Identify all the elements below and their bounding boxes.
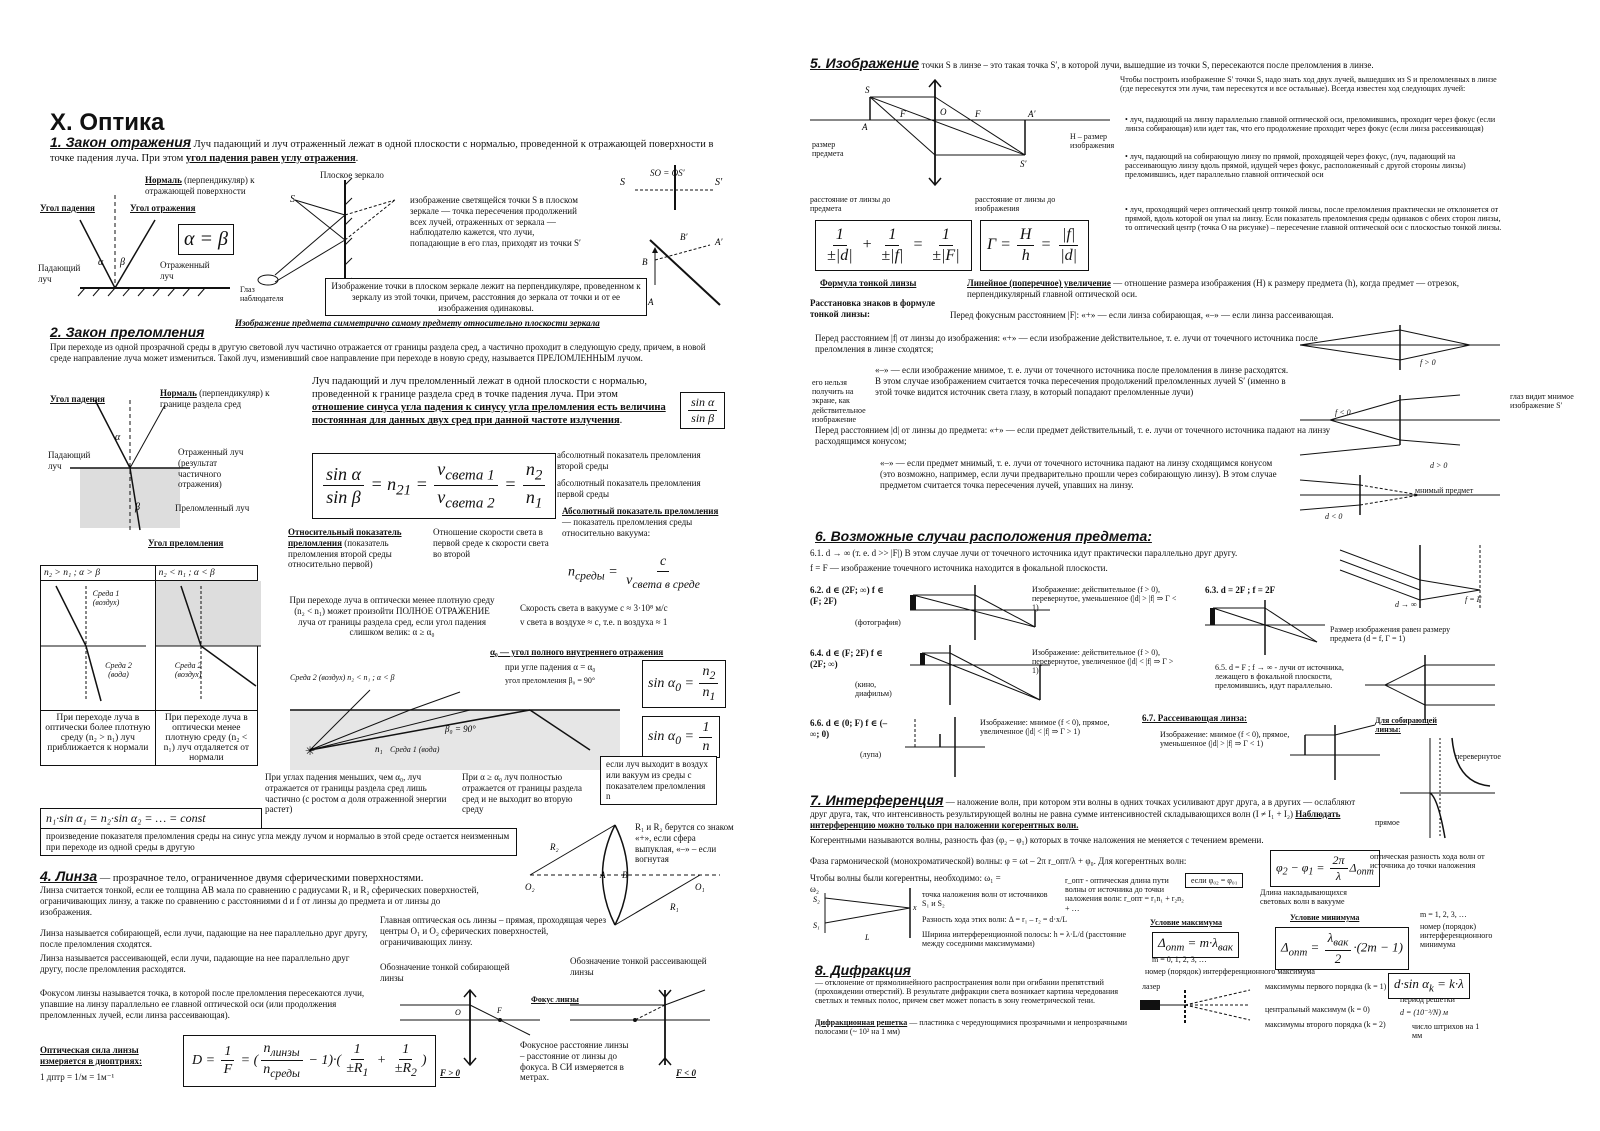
so-equality: SO = OS′ xyxy=(650,168,685,178)
sign-rule-f2: «–» — если изображение мнимое, т. е. лучи от точечного источника после преломления в линзе расходятся. В этом случае изображением считается точка пересечения продолжений преломленных лучей S′ (именно в этой точке видится источник света глазу, в который попадают преломленные лучи) xyxy=(875,365,1289,397)
case-1-medium-2: Среда 2 (вода) xyxy=(105,661,132,680)
lens-conv: Линза называется собирающей, если лучи, падающие на нее параллельно друг другу, после преломления сходятся. xyxy=(40,928,368,949)
coherent-def: Когерентными называются волны, разность фаз (φ₂ – φ₁) которых в точке наложения не меняется с течением времени. xyxy=(810,835,1264,845)
grating-def xyxy=(815,1018,1135,1036)
case-6-7: 6.7. Рассеивающая линза: xyxy=(1142,713,1248,723)
case-6-2-diagram xyxy=(910,585,1050,640)
relative-index xyxy=(288,527,418,570)
abs-index-1: абсолютный показатель преломления первой среды xyxy=(557,478,701,499)
case-6-3-diagram xyxy=(1205,600,1325,655)
sign-rule-d2: «–» — если предмет мнимый, т. е. лучи от точечного источника падают на линзу сходящимся конусом (это возможно, например, если лучи предварительно прошли через собирающую линзу). В этом случае предметом считается точка пересечения лучей, упавших на линзу. xyxy=(880,458,1277,490)
optical-length: r_опт - оптическая длина пути волны от источника до точки наложения волн: r_опт = r₁n₁ + r₂n₂ + … xyxy=(1065,876,1184,913)
svg-text:S₂: S₂ xyxy=(813,895,820,904)
overlap-point: точка наложения волн от источников S₁ и S₂ xyxy=(922,890,1048,909)
case-6-6-image: Изображение: мнимое (f < 0), прямое, увеличенное (|d| < |f| ⇒ Γ > 1) xyxy=(980,718,1110,737)
f-positive: F > 0 xyxy=(440,1068,460,1078)
max-first-order: максимумы первого порядка (k = 1) xyxy=(1265,982,1387,991)
vacuum-speed: Скорость света в вакууме c ≈ 3·10⁸ м/с xyxy=(520,603,668,613)
refraction-formula: $\frac{\text{sin α}}{\text{sin β}}$ = $n_{21}$ = $\frac{v_{света 1}}{v_{света 2}}$ = $\frac{n_2}{n_1}$ xyxy=(312,453,556,519)
tir-formula-2: $\sin \alpha_0$ = $\frac{1}{n}$ xyxy=(642,716,720,758)
const-formula: n₁·sin α₁ = n₂·sin α₂ = … = const xyxy=(40,808,262,829)
tir-n1-label: Среда 1 (вода) xyxy=(390,745,440,754)
tir-below: При углах падения меньших, чем α₀, луч отражается от границы раздела сред лишь частично (с ростом α доля отраженной энергии растет) xyxy=(265,772,447,815)
case-1-medium-1: Среда 1 (воздух) xyxy=(92,589,120,608)
sign-rule-F: Перед фокусным расстоянием |F|: «+» — если линза собирающая, «–» — если линза рассеивающая. xyxy=(950,310,1334,320)
case-diagram-2 xyxy=(155,581,257,711)
coherence-need: Чтобы волны были когерентны, необходимо: ω₁ = ω₂ xyxy=(810,873,1001,894)
magnification-def xyxy=(967,278,1487,300)
tir-text: При переходе луча в оптически менее плотную среду (n₂ < n₁) может произойти ПОЛНОЕ ОТРАЖЕНИЕ луча от границы раздела сред, если угол падения слишком велик: α ≥ α₀ xyxy=(289,595,495,638)
reflection-law-box: α = β xyxy=(178,224,234,255)
path-difference: Разность хода этих волн: Δ = r₁ – r₂ = d·x/L xyxy=(922,915,1068,924)
tir-alpha0-label: α₀ — угол полного внутреннего отражения xyxy=(490,647,664,657)
svg-text:R₂: R₂ xyxy=(550,842,559,852)
focus-line-label: Фокус линзы xyxy=(531,995,579,1004)
lens-div-sym: Обозначение тонкой рассеивающей линзы xyxy=(570,956,707,977)
symmetry-note: Изображение предмета симметрично самому предмету относительно плоскости зеркала xyxy=(235,318,600,328)
tir-full: При α ≥ α₀ луч полностью отражается от границы раздела сред и не выходит во вторую среду xyxy=(462,772,582,815)
d-neg-label: d < 0 xyxy=(1325,512,1343,521)
svg-text:S: S xyxy=(290,194,295,205)
case-diagram-1 xyxy=(41,581,156,711)
section-1-intro: Луч падающий и луч отраженный лежат в одной плоскости с нормалью, проведенной к отражающей поверхности в точке падения луча. При этом xyxy=(50,139,714,164)
grating-period: период решетки xyxy=(1400,995,1455,1004)
angle-out-label: Угол отражения xyxy=(130,203,196,213)
dist-img-label: расстояние от линзы до изображения xyxy=(975,195,1056,214)
case-6-2: 6.2. d ∈ (2F; ∞) f ∈ (F; 2F) xyxy=(810,585,884,606)
case-6-1: 6.1. d → ∞ (т. е. d >> |F|) В этом случае лучи от точечного источника идут практически параллельно друг другу. xyxy=(810,548,1238,558)
ray-rule-2: • луч, падающий на собирающую линзу по прямой, проходящей через фокус, (луч, падающий на рассеивающую линзу вдоль прямой, идущей через фокус, расположенный с другой стороны линзы) преломившись, идет параллельно главной оптической оси xyxy=(1125,152,1466,180)
relative-title: Относительный показатель преломления xyxy=(288,527,402,548)
angle-in-label: Угол падения xyxy=(40,203,95,213)
case-6-5-diagram xyxy=(1365,655,1495,720)
refraction-law: Луч падающий и луч преломленный лежат в одной плоскости с нормалью, проведенной к границе раздела сред в точке падения луча. При этом отношение синуса угла падения к синусу угла преломления есть величина постоянная для данных двух сред при данной частоте излучения. xyxy=(312,376,666,427)
laser-label: лазер xyxy=(1142,982,1161,991)
case-2-medium-2: Среда 2 (воздух) xyxy=(174,661,202,680)
speed-ratio: Отношение скорости света в первой среде к скорости света во второй xyxy=(433,527,549,559)
for-conv-lens: Для собирающей линзы: xyxy=(1375,716,1437,735)
section-1-heading: 1. Закон отражения xyxy=(50,134,192,150)
tir-refr-angle: угол преломления β₀ = 90° xyxy=(505,676,596,685)
f-pos-label: f > 0 xyxy=(1420,358,1436,367)
min-m-desc: номер (порядок) интерференционного минимума xyxy=(1420,922,1493,950)
max-condition-title: Условие максимума xyxy=(1150,918,1223,927)
section-8-heading: 8. Дифракция xyxy=(815,962,911,978)
svg-text:S₁: S₁ xyxy=(813,921,820,930)
normal-note-2 xyxy=(160,388,295,410)
svg-text:A′: A′ xyxy=(1028,109,1036,119)
svg-text:O₂: O₂ xyxy=(525,882,535,892)
svg-text:A′: A′ xyxy=(715,237,723,247)
eye-label: Глаз наблюдателя xyxy=(240,285,284,304)
svg-text:O₁: O₁ xyxy=(695,882,705,892)
case-6-3-image: Размер изображения равен размеру предмета (d = f, Γ = 1) xyxy=(1330,625,1451,644)
svg-text:β₀ = 90°: β₀ = 90° xyxy=(445,724,476,734)
right-page xyxy=(800,0,1600,1131)
lens-dioptre: 1 дптр = 1/м = 1м⁻¹ xyxy=(40,1072,115,1082)
lens-focus: Фокусом линзы называется точка, в которой после преломления пересекаются лучи, упавшие на линзу параллельно ее главной оптической оси (или продолжения преломленных лучей, если линза рассеивающая). xyxy=(40,988,365,1020)
abs-desc: — показатель преломления среды относительно вакуума: xyxy=(562,516,693,538)
max-m-desc: номер (порядок) интерференционного максимума xyxy=(1145,967,1315,976)
ray-rule-1: • луч, падающий на линзу параллельно главной оптической оси, преломившись, проходит через фокус (если линза собирающая) или идет так, что его продолжение проходит через фокус (если линза рассеивающая) xyxy=(1125,115,1496,134)
section-1-header: 1. Закон отражения Луч падающий и луч отраженный лежат в одной плоскости с нормалью, проведенной к отражающей поверхности в точке падения луча. При этом угол падения равен углу отражения. xyxy=(50,134,714,164)
section-6-heading: 6. Возможные случаи расположения предмета: xyxy=(815,528,1152,544)
svg-text:A: A xyxy=(862,122,868,132)
f-neg-label: f < 0 xyxy=(1335,408,1351,417)
lens-axis-def: Главная оптическая ось линзы – прямая, проходящая через центры O₁ и O₂ сферических поверхностей, ограничивающих линзу. xyxy=(380,915,607,947)
case-6-4: 6.4. d ∈ (F; 2F) f ∈ (2F; ∞) xyxy=(810,648,883,669)
case-6-7-diagram xyxy=(1290,725,1380,780)
svg-text:F: F xyxy=(497,1006,502,1015)
reflected-label: Отраженный луч xyxy=(160,260,210,281)
refraction-cases-table xyxy=(40,565,258,766)
wavelength-note: Длина накладывающихся световых волн в вакууме xyxy=(1260,888,1347,907)
angle-refr-label: Угол преломления xyxy=(148,538,224,548)
ray-rule-1-text: луч, падающий на линзу параллельно главной оптической оси, преломившись, проходит через фокус (если линза собирающая) или идет так, что его продолжение проходит через фокус (если линза рассеивающая) xyxy=(1125,115,1496,134)
svg-text:α: α xyxy=(98,257,104,268)
svg-text:F: F xyxy=(900,109,906,119)
d-pos-label: d > 0 xyxy=(1430,461,1448,470)
tir-formula-1: $\sin \alpha_0$ = $\frac{n_2}{n_1}$ xyxy=(642,660,726,708)
max-central: центральный максимум (k = 0) xyxy=(1265,1005,1370,1014)
svg-text:A: A xyxy=(600,870,606,880)
grating-desc: — пластинка с чередующимися прозрачными и непрозрачными полосами (~ 10² на 1 мм) xyxy=(815,1018,1128,1037)
lens-power-formula: D = $\frac{1}{F}$ = ( $\frac{n_{линзы}}{n_{среды}}$ − 1)·( $\frac{1}{\pm R_1}$ + $\frac{1}{\pm R_2}$ ) xyxy=(183,1035,436,1087)
tir-at-angle: при угле падения α = α₀ xyxy=(505,662,596,672)
sign-diagrams xyxy=(1300,325,1510,525)
ray-rule-3-text: луч, проходящий через оптический центр тонкой линзы, после преломления практически не отклоняется от прямой, вдоль которой он упал на линзу. Если показатель преломления среды одинаков с обеих сторон линзы, то оптический центр (точка O на рисунке) – пересечение главной оптической оси с плоскостью тонкой линзы. xyxy=(1125,205,1502,233)
svg-text:B′: B′ xyxy=(680,232,688,242)
d-inf-label: d → ∞ xyxy=(1395,600,1417,609)
abs-index-formula: $n_{среды}$ = $\frac{c}{v_{света в среде}}$ xyxy=(568,554,700,591)
magnification-title: Линейное (поперечное) увеличение xyxy=(967,278,1111,288)
incident-label-2: Падающий луч xyxy=(48,450,91,471)
lines-per-mm: число штрихов на 1 мм xyxy=(1412,1022,1480,1041)
svg-text:O: O xyxy=(455,1008,461,1017)
left-page xyxy=(0,0,790,1131)
mirror-image-box: Изображение точки в плоском зеркале лежит на перпендикуляре, проведенном к зеркалу из этой точки, причем, расстояния до зеркала от точки и от ее изображения одинаковы. xyxy=(325,278,647,316)
lens-radii-note: R₁ и R₂ берутся со знаком «+», если сфера выпуклая, «–» – если вогнутая xyxy=(635,822,734,865)
object-size-label: размер предмета xyxy=(812,140,844,159)
svg-text:L: L xyxy=(865,933,870,942)
photo-label: (фотография) xyxy=(855,618,901,627)
svg-text:✳: ✳ xyxy=(305,744,316,758)
case-6-6: 6.6. d ∈ (0; F) f ∈ (–∞; 0) xyxy=(810,718,888,739)
min-formula: $\Delta_{опт}$ = $\frac{\lambda_{вак}}{2}$ ·(2m − 1) xyxy=(1275,927,1409,970)
lens-thin: Линза считается тонкой, если ее толщина AB мала по сравнению с радиусами R₁ и R₂ сферических поверхностей, ограничивающих линзу, а также по сравнению с расстояниями d и f от линзы до предмета и от линзы до изображения. xyxy=(40,885,479,917)
coherent-note: Наблюдать интерференцию можно только при наложении когерентных волн. xyxy=(810,808,1341,830)
case-6-7-image: Изображение: мнимое (f < 0), прямое, уменьшенное (|d| > |f| ⇒ Γ < 1) xyxy=(1160,730,1290,749)
case-6-4-image: Изображение: действительное (f > 0), перевернутое, увеличенное (|d| < |f| ⇒ Γ > 1) xyxy=(1032,648,1174,676)
thin-lens-formula: $\frac{1}{\pm|d|}$ + $\frac{1}{\pm|f|}$ = $\frac{1}{\pm|F|}$ xyxy=(815,220,972,271)
incident-label: Падающий луч xyxy=(38,263,81,284)
fringe-width: Ширина интерференционной полосы: h = λ·L/d (расстояние между соседними максимумами) xyxy=(922,930,1127,949)
virtual-object-label: мнимый предмет xyxy=(1415,486,1474,495)
tir-media: Среда 2 (воздух) n₂ < n₁ ; α < β xyxy=(290,673,395,682)
case-6-4-diagram xyxy=(910,645,1050,705)
section-7-def: — наложение волн, при котором эти волны в одних точках усиливают друг друга, а в других — ослабляют друг друга, так, что интенсивность результирующей волны не равна сумме интенсивностей складывающихся волн (I ≠ I₁ + I₂) xyxy=(810,797,1356,819)
section-4-header xyxy=(40,868,490,886)
normal-label: Нормаль xyxy=(145,175,182,185)
lens-div: Линза называется рассеивающей, если лучи, падающие на нее параллельно друг другу, после преломления расходятся. xyxy=(40,953,350,974)
max-m-values: m = 0, 1, 2, 3, … xyxy=(1152,955,1207,964)
thin-lens-formula-name: Формула тонкой линзы xyxy=(820,278,917,288)
refracted-label: Преломленный луч xyxy=(175,503,250,513)
case-header-1: n₂ > n₁ ; α > β xyxy=(41,566,156,581)
kino-label: (кино, диафильм) xyxy=(855,680,892,699)
svg-text:O: O xyxy=(940,107,947,117)
tir-alpha0 xyxy=(490,647,730,658)
sign-rule-f: Перед расстоянием |f| от линзы до изображения: «+» — если изображение действительное, т. е. лучи от точечного источника после преломления в линзе сходятся; xyxy=(815,333,1318,354)
case-header-2: n₂ < n₁ ; α < β xyxy=(155,566,257,581)
magnification-desc: — отношение размера изображения (H) к размеру предмета (h), когда предмет — отрезок, перпендикулярный главной оптической оси. xyxy=(967,278,1460,299)
phase-same: если φ₀₂ = φ₀₁ xyxy=(1185,873,1243,888)
inverted-label: перевернутое xyxy=(1455,752,1501,761)
opd-desc: оптическая разность хода волн от источника до точки наложения xyxy=(1370,852,1485,871)
tir-diagram xyxy=(290,690,620,770)
interference-diagram xyxy=(810,888,920,943)
abs-title: Абсолютный показатель преломления xyxy=(562,506,719,516)
max-second-order: максимумы второго порядка (k = 2) xyxy=(1265,1020,1386,1029)
case-6-2-image: Изображение: действительное (f > 0), перевернутое, уменьшенное (|d| > |f| ⇒ Γ < 1) xyxy=(1032,585,1177,613)
svg-text:S′: S′ xyxy=(715,177,723,188)
lens-conv-sym: Обозначение тонкой собирающей линзы xyxy=(380,962,510,983)
svg-text:S′: S′ xyxy=(1020,159,1027,169)
section-4-def: — прозрачное тело, ограниченное двумя сферическими поверхностями. xyxy=(99,873,424,884)
min-condition-title: Условие минимума xyxy=(1290,913,1360,922)
eye-note: глаз видит мнимое изображение S′ xyxy=(1510,392,1574,411)
const-desc: произведение показателя преломления среды на синус угла между лучом и нормалью в этой среде остается неизменным при переходе из одной среды в другую xyxy=(40,828,517,856)
section-5-heading: 5. Изображение xyxy=(810,55,920,71)
phase-diff-formula: $\varphi_2 - \varphi_1$ = $\frac{2\pi}{\lambda}$ $\Delta_{опт}$ xyxy=(1270,850,1380,887)
case-6-5: 6.5. d = F ; f → ∞ - лучи от источника, лежащего в фокальной плоскости, преломившись, идут параллельно. xyxy=(1215,663,1344,691)
normal-desc: (перпендикуляр) к отражающей поверхности xyxy=(145,175,255,196)
ray-rule-3: • луч, проходящий через оптический центр тонкой линзы, после преломления практически не отклоняется от прямой, вдоль которой он упал на линзу. Если показатель преломления среды одинаков с обеих сторон линзы, то оптический центр (точка O на рисунке) – пересечение главной оптической оси с плоскостью тонкой линзы. xyxy=(1125,205,1502,233)
normal-desc-2: (перпендикуляр) к границе раздела сред xyxy=(160,388,270,409)
abs-index-2: абсолютный показатель преломления второй среды xyxy=(557,450,701,471)
section-7-header xyxy=(810,792,1370,830)
sign-rules-title: Расстановка знаков в формуле тонкой линзы: xyxy=(810,298,936,319)
svg-text:n₁: n₁ xyxy=(375,744,383,754)
svg-text:β: β xyxy=(120,257,125,268)
section-8-def: — отклонение от прямолинейного распространения волн при огибании препятствий (прохождении отверстий). В результате дифракции света возникает картина чередования светлых и темных полос, причем свет может попасть в зону геометрической тени. xyxy=(815,978,1119,1006)
relative-desc: (показатель преломления второй среды относительно первой) xyxy=(288,537,392,570)
svg-text:S: S xyxy=(865,85,870,95)
max-formula: $\Delta_{опт} = m\cdot\lambda_{вак}$ xyxy=(1152,932,1239,958)
lens-power: Оптическая сила линзы измеряется в диоптриях: xyxy=(40,1045,142,1066)
svg-text:B: B xyxy=(622,870,628,880)
case-caption-2: При переходе луча в оптически менее плотную среду (n₂ < n₁) луч отдаляется от нормали xyxy=(155,711,257,766)
tir-vacuum-note: если луч выходит в воздух или вакуум из среды с показателем преломления n xyxy=(600,756,717,805)
case-caption-1: При переходе луча в оптически более плотную среду (n₂ > n₁) луч приближается к нормали xyxy=(41,711,156,766)
sin-ratio-box: $\frac{\text{sin α}}{\text{sin β}}$ xyxy=(680,392,725,429)
svg-text:R₁: R₁ xyxy=(670,902,679,912)
lupa-label: (лупа) xyxy=(860,750,882,759)
case-6-1b: f = F — изображение точечного источника находится в фокальной плоскости. xyxy=(810,563,1108,573)
sign-rule-d: Перед расстоянием |d| от линзы до предмета: «+» — если предмет действительный, т. е. лучи от точечного источника падают на линзу расходящимся конусом; xyxy=(815,425,1331,446)
section-4-heading: 4. Линза xyxy=(40,868,98,884)
diffraction-diagram xyxy=(1140,985,1260,1030)
upright-label: прямое xyxy=(1375,818,1400,827)
magnification-formula: Γ = $\frac{H}{h}$ = $\frac{|f|}{|d|}$ xyxy=(980,220,1089,271)
reflected-label-2: Отраженный луч (результат частичного отражения) xyxy=(178,447,244,490)
svg-text:x: x xyxy=(913,903,917,912)
svg-text:F: F xyxy=(975,109,981,119)
air-speed: v света в воздухе ≈ c, т.е. n воздуха ≈ 1 xyxy=(520,617,668,627)
section-7-heading: 7. Интерференция xyxy=(810,792,944,808)
image-size-label: H – размер изображения xyxy=(1070,132,1115,151)
section-5-def: точки S в линзе – это такая точка S′, в которой лучи, вышедшие из точки S, пересекаются после преломления в линзе. xyxy=(921,60,1374,70)
svg-text:S: S xyxy=(620,177,625,188)
grating-formula: d·sin $\alpha_k = k\cdot\lambda$ xyxy=(1388,973,1470,999)
ray-rule-2-text: луч, падающий на собирающую линзу по прямой, проходящей через фокус, (луч, падающий на рассеивающую линзу вдоль прямой, идущей через фокус, расположенный с другой стороны линзы) преломившись, идет параллельно главной оптической оси xyxy=(1125,152,1466,180)
abs-index-def xyxy=(562,506,722,538)
f-eq-F-label: f = F xyxy=(1465,595,1482,604)
construction-intro: Чтобы построить изображение S′ точки S, надо знать ход двух лучей, вышедших из S и преломленных в линзе (где пересекутся эти лучи, там пересекутся и все остальные). Всегда известен ход следующих лучей: xyxy=(1120,75,1497,94)
section-2-intro: При переходе из одной прозрачной среды в другую световой луч частично отражается от границы раздела сред, а частично проходит в следующую среду, причем, в новой среде направление луча может измениться. Такой луч, изменивший свое направление при переходе в новую среду, называется ПРЕЛОМЛЕННЫМ лучом. xyxy=(50,342,706,363)
section-5-header xyxy=(810,55,1500,73)
normal-label-2: Нормаль xyxy=(160,388,197,398)
virtual-note: его нельзя получить на экране, как действительное изображение xyxy=(812,378,866,424)
case-6-3: 6.3. d = 2F ; f = 2F xyxy=(1205,585,1276,595)
page-title: X. Оптика xyxy=(50,109,165,136)
case-6-6-diagram xyxy=(905,712,985,777)
min-m-values: m = 1, 2, 3, … xyxy=(1420,910,1467,919)
angle-in-label-2: Угол падения xyxy=(50,394,105,404)
focal-length-def: Фокусное расстояние линзы – расстояние от линзы до фокуса. В СИ измеряется в метрах. xyxy=(520,1040,629,1083)
section-2-heading: 2. Закон преломления xyxy=(50,324,205,340)
dist-obj-label: расстояние от линзы до предмета xyxy=(810,195,891,214)
svg-text:B: B xyxy=(642,257,648,267)
svg-text:A: A xyxy=(648,297,654,307)
grating-period-formula: d = (10⁻³/N) м xyxy=(1400,1008,1449,1017)
svg-text:β: β xyxy=(135,502,140,513)
svg-text:α: α xyxy=(115,432,121,443)
phase-def: Фаза гармонической (монохроматической) волны: φ = ωt – 2π r_опт/λ + φ₀. Для когерентных волн: xyxy=(810,856,1187,866)
f-negative: F < 0 xyxy=(676,1068,696,1078)
image-desc: изображение светящейся точки S в плоском зеркале — точка пересечения продолжений всех лучей, отраженных от зеркала — наблюдателю кажется, что лучи, попадающие в его глаз, приходят из точки S′ xyxy=(410,195,581,249)
refraction-law-1: Луч падающий и луч преломленный лежат в одной плоскости с нормалью, проведенной к границе раздела сред в точке падения луча. При этом xyxy=(312,376,648,401)
grating-title: Дифракционная решетка xyxy=(815,1018,908,1027)
refraction-law-2: отношение синуса угла падения к синусу угла преломления есть величина постоянная для данных двух сред при данной частоте излучения xyxy=(312,402,666,427)
mirror-label: Плоское зеркало xyxy=(320,170,384,180)
section-1-rule: угол падения равен углу отражения xyxy=(185,152,356,164)
